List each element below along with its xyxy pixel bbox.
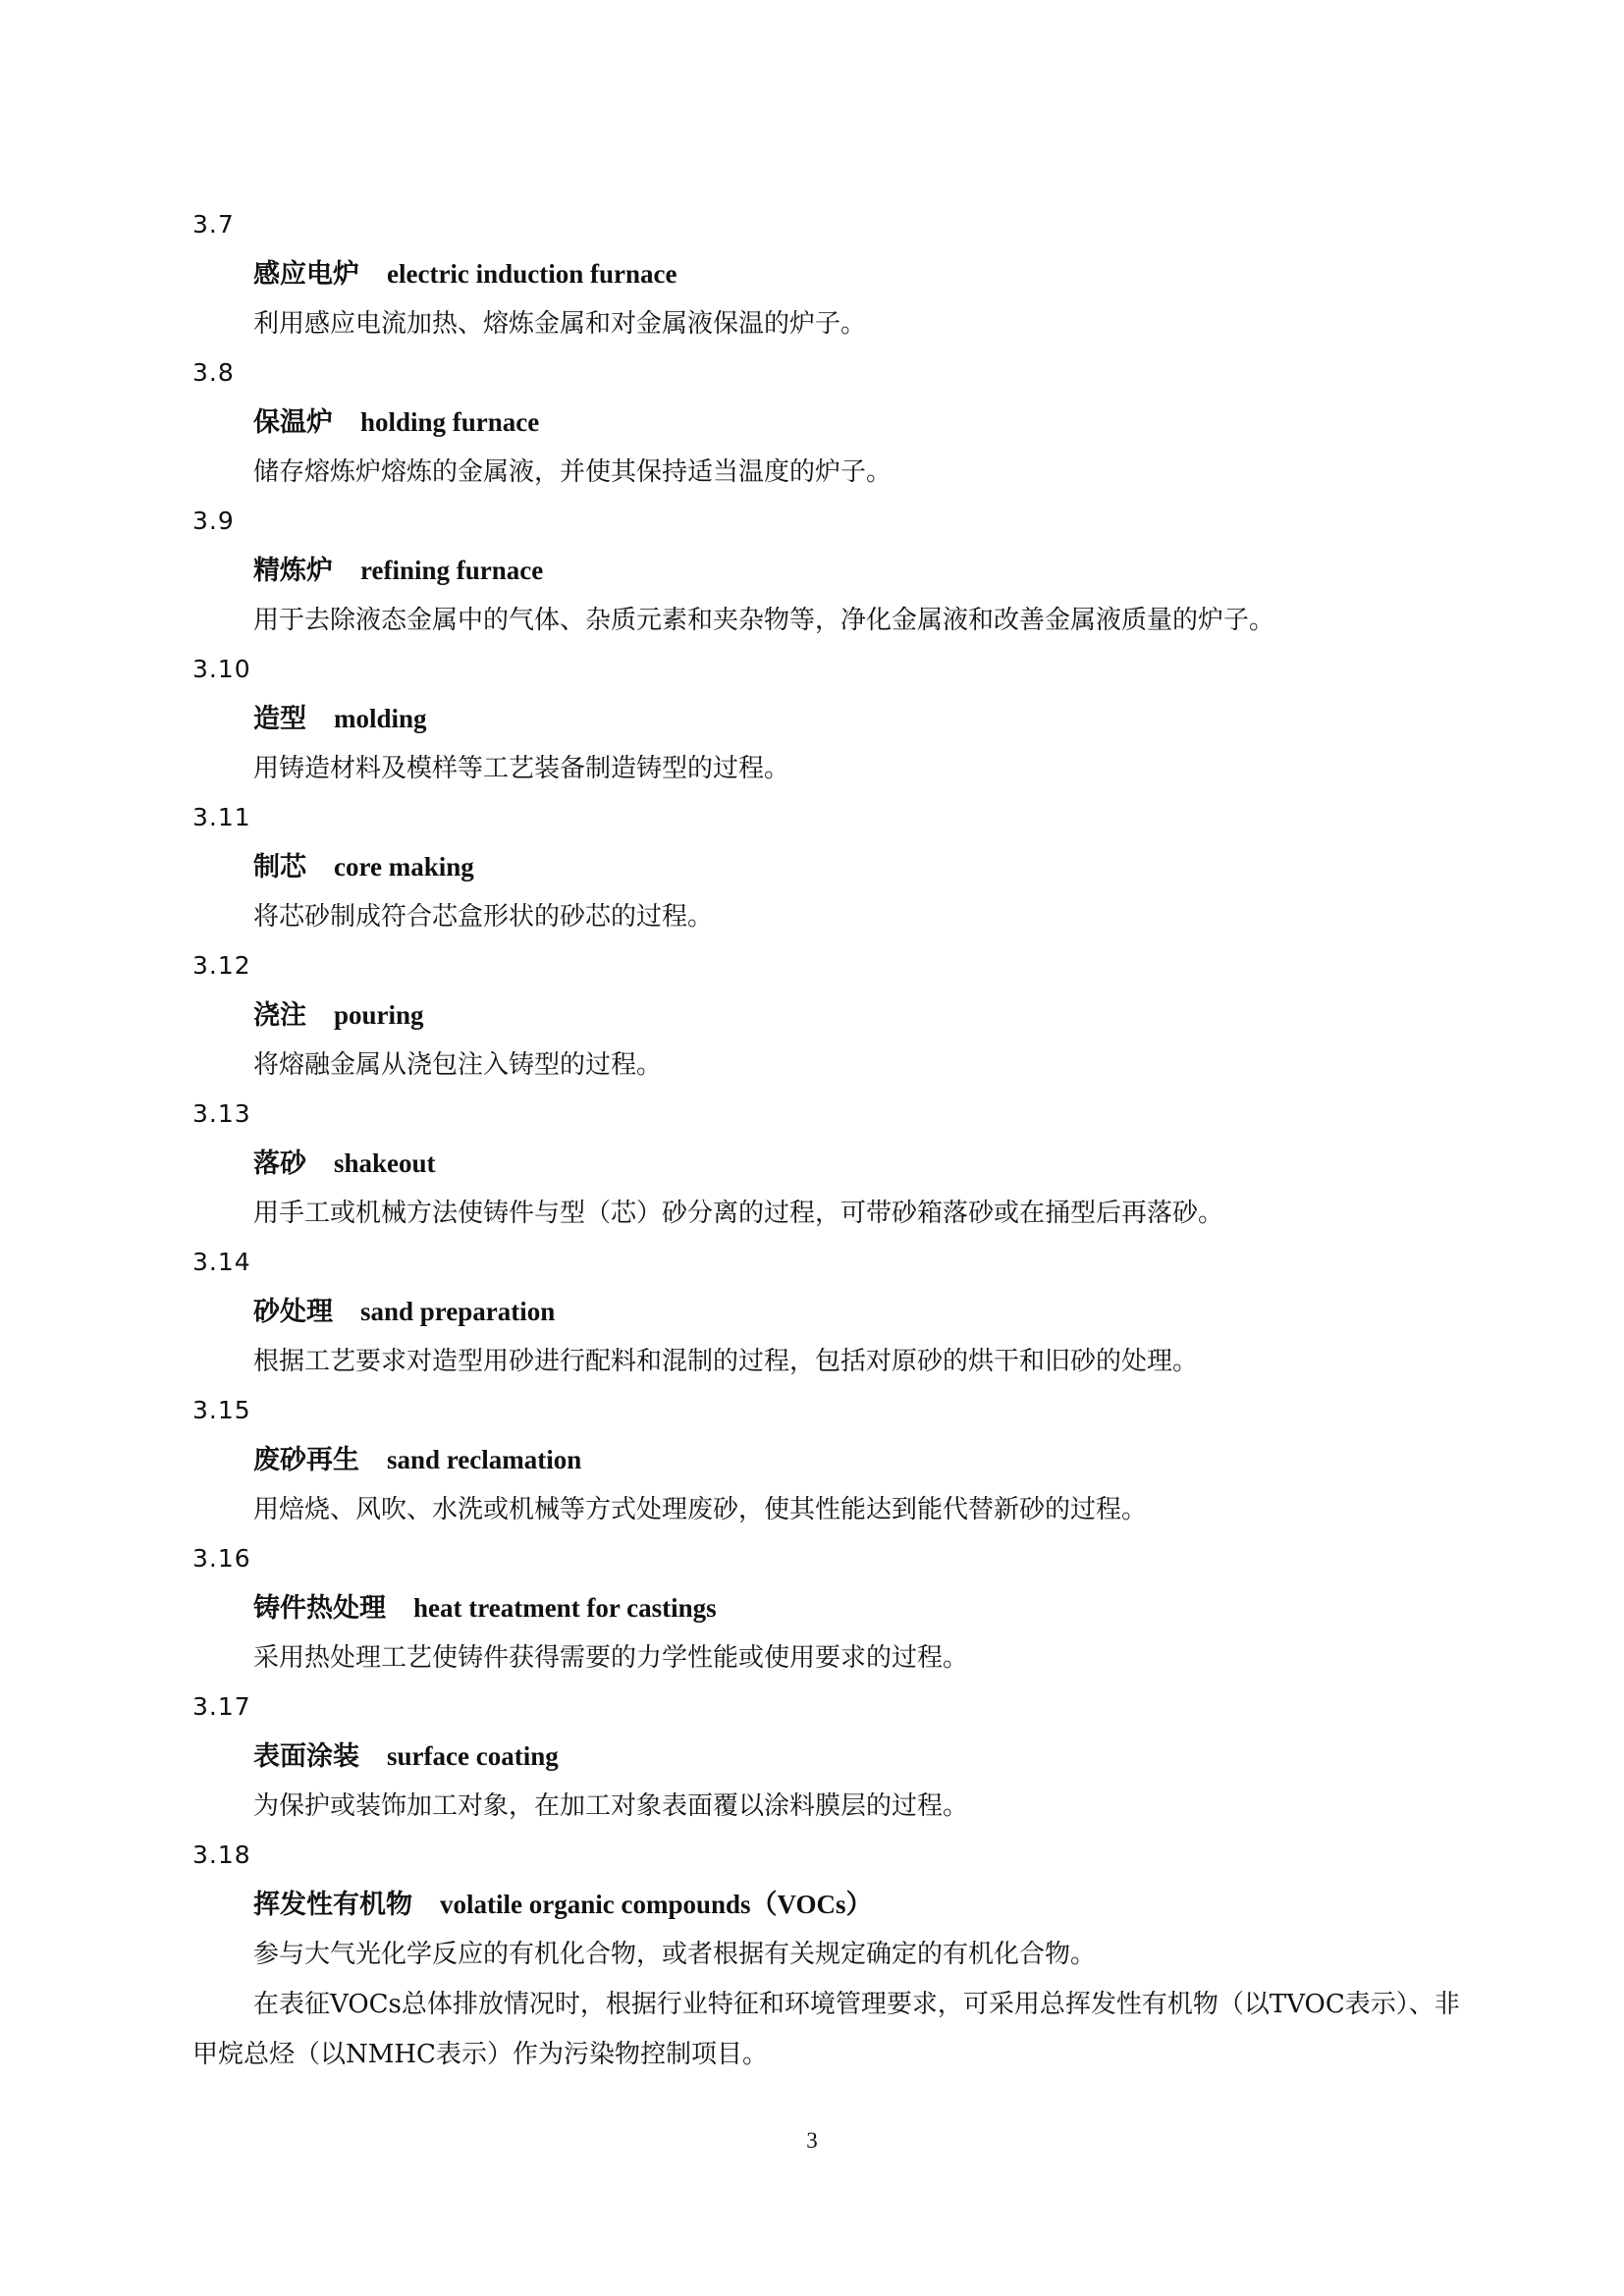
term-chinese-name: 浇注 bbox=[253, 1000, 306, 1031]
term-heading bbox=[253, 1286, 1479, 1337]
term-entry bbox=[192, 1091, 1479, 1239]
term-entry bbox=[192, 1239, 1479, 1387]
term-entry bbox=[192, 1535, 1479, 1683]
term-number: 3.13 bbox=[192, 1099, 251, 1128]
term-definition: 储存熔炼炉熔炼的金属液，并使其保持适当温度的炉子。 bbox=[253, 457, 893, 487]
term-english-name: electric induction furnace bbox=[387, 259, 677, 289]
page-number: 3 bbox=[806, 2128, 818, 2153]
term-chinese-name: 精炼炉 bbox=[253, 556, 333, 586]
term-english-name: volatile organic compounds（VOCs） bbox=[440, 1890, 873, 1919]
term-english-name: sand preparation bbox=[360, 1297, 556, 1326]
terms-section bbox=[192, 201, 1479, 2080]
term-entry bbox=[192, 794, 1479, 942]
term-number: 3.12 bbox=[192, 951, 251, 980]
term-number: 3.9 bbox=[192, 507, 235, 535]
term-number: 3.18 bbox=[192, 1841, 251, 1869]
term-heading bbox=[253, 989, 1479, 1041]
term-definition: 为保护或装饰加工对象，在加工对象表面覆以涂料膜层的过程。 bbox=[253, 1791, 969, 1821]
term-heading bbox=[253, 1434, 1479, 1485]
term-definition: 用于去除液态金属中的气体、杂质元素和夹杂物等，净化金属液和改善金属液质量的炉子。 bbox=[253, 606, 1275, 635]
term-chinese-name: 感应电炉 bbox=[253, 259, 359, 290]
term-chinese-name: 铸件热处理 bbox=[253, 1593, 386, 1624]
term-english-name: refining furnace bbox=[360, 556, 544, 585]
term-number: 3.17 bbox=[192, 1692, 251, 1721]
term-english-name: molding bbox=[334, 704, 427, 733]
term-chinese-name: 废砂再生 bbox=[253, 1445, 359, 1475]
term-definition: 将熔融金属从浇包注入铸型的过程。 bbox=[253, 1050, 663, 1080]
term-heading bbox=[253, 1138, 1479, 1189]
term-chinese-name: 制芯 bbox=[253, 852, 306, 882]
term-definition: 用铸造材料及模样等工艺装备制造铸型的过程。 bbox=[253, 754, 790, 783]
term-entry bbox=[192, 1683, 1479, 1832]
term-number: 3.15 bbox=[192, 1396, 251, 1424]
term-chinese-name: 挥发性有机物 bbox=[253, 1890, 412, 1920]
term-definition: 用焙烧、风吹、水洗或机械等方式处理废砂，使其性能达到能代替新砂的过程。 bbox=[253, 1495, 1148, 1524]
term-heading bbox=[253, 693, 1479, 744]
term-number: 3.14 bbox=[192, 1248, 251, 1276]
term-heading bbox=[253, 248, 1479, 299]
term-number: 3.16 bbox=[192, 1544, 251, 1573]
term-entry bbox=[192, 201, 1479, 349]
term-number: 3.7 bbox=[192, 210, 235, 239]
term-english-name: heat treatment for castings bbox=[413, 1593, 717, 1623]
term-chinese-name: 造型 bbox=[253, 704, 306, 734]
term-number: 3.11 bbox=[192, 803, 251, 831]
term-english-name: holding furnace bbox=[360, 407, 540, 437]
term-entry bbox=[192, 942, 1479, 1091]
term-chinese-name: 落砂 bbox=[253, 1148, 306, 1179]
term-heading bbox=[253, 841, 1479, 892]
term-english-name: sand reclamation bbox=[387, 1445, 582, 1474]
term-definition: 参与大气光化学反应的有机化合物，或者根据有关规定确定的有机化合物。 bbox=[253, 1940, 1097, 1969]
term-entry bbox=[192, 349, 1479, 498]
term-english-name: shakeout bbox=[334, 1148, 436, 1178]
term-entry bbox=[192, 646, 1479, 794]
term-definition: 用手工或机械方法使铸件与型（芯）砂分离的过程，可带砂箱落砂或在捅型后再落砂。 bbox=[253, 1199, 1224, 1228]
term-heading bbox=[253, 1582, 1479, 1633]
term-entry bbox=[192, 1832, 1479, 2080]
term-entry bbox=[192, 1387, 1479, 1535]
term-definition: 根据工艺要求对造型用砂进行配料和混制的过程，包括对原砂的烘干和旧砂的处理。 bbox=[253, 1347, 1199, 1376]
term-chinese-name: 保温炉 bbox=[253, 407, 333, 438]
term-english-name: pouring bbox=[334, 1000, 424, 1030]
term-heading bbox=[253, 545, 1479, 596]
term-english-name: surface coating bbox=[387, 1741, 559, 1771]
term-number: 3.10 bbox=[192, 655, 251, 683]
term-english-name: core making bbox=[334, 852, 474, 881]
term-heading bbox=[253, 1731, 1479, 1782]
term-definition: 采用热处理工艺使铸件获得需要的力学性能或使用要求的过程。 bbox=[253, 1643, 969, 1673]
term-chinese-name: 砂处理 bbox=[253, 1297, 333, 1327]
term-heading bbox=[253, 397, 1479, 448]
term-note-paragraph: 在表征VOCs总体排放情况时，根据行业特征和环境管理要求，可采用总挥发性有机物（以TVOC表示）、非甲烷总烃（以NMHC表示）作为污染物控制项目。 bbox=[192, 1990, 1460, 2069]
term-number: 3.8 bbox=[192, 358, 235, 387]
term-entry bbox=[192, 498, 1479, 646]
term-definition: 将芯砂制成符合芯盒形状的砂芯的过程。 bbox=[253, 902, 714, 932]
term-definition: 利用感应电流加热、熔炼金属和对金属液保温的炉子。 bbox=[253, 309, 867, 339]
term-chinese-name: 表面涂装 bbox=[253, 1741, 359, 1772]
term-heading bbox=[253, 1879, 1479, 1930]
